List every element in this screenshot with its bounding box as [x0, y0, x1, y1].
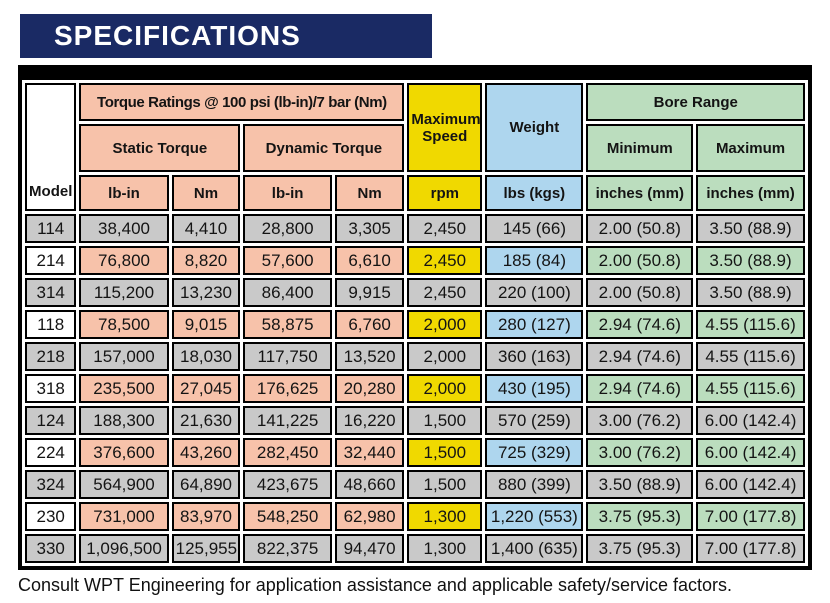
table-row [25, 502, 805, 531]
table-row [25, 278, 805, 307]
table-cell: 62,980 [335, 502, 405, 531]
table-cell: 1,096,500 [79, 534, 168, 563]
table-cell: 376,600 [79, 438, 168, 467]
table-cell: 145 (66) [485, 214, 583, 243]
table-cell: 57,600 [243, 246, 331, 275]
table-cell: 16,220 [335, 406, 405, 435]
model-cell: 314 [25, 278, 76, 307]
table-cell: 27,045 [172, 374, 241, 403]
table-cell: 43,260 [172, 438, 241, 467]
table-cell: 2.00 (50.8) [586, 246, 693, 275]
spec-table [22, 80, 808, 566]
table-cell: 3.00 (76.2) [586, 438, 693, 467]
table-cell: 725 (329) [485, 438, 583, 467]
table-cell: 2,000 [407, 342, 482, 371]
header-weight-unit: lbs (kgs) [485, 175, 583, 211]
table-cell: 282,450 [243, 438, 331, 467]
table-cell: 1,220 (553) [485, 502, 583, 531]
model-cell: 230 [25, 502, 76, 531]
page-title [20, 14, 432, 58]
table-cell: 2.00 (50.8) [586, 278, 693, 307]
table-cell: 880 (399) [485, 470, 583, 499]
table-cell: 1,500 [407, 406, 482, 435]
table-cell: 423,675 [243, 470, 331, 499]
table-row [25, 438, 805, 467]
table-cell: 4.55 (115.6) [696, 310, 805, 339]
table-cell: 176,625 [243, 374, 331, 403]
header-bore-range: Bore Range [586, 83, 805, 121]
table-cell: 3.50 (88.9) [696, 214, 805, 243]
model-cell: 118 [25, 310, 76, 339]
table-cell: 13,230 [172, 278, 241, 307]
table-cell: 6.00 (142.4) [696, 438, 805, 467]
table-row [25, 406, 805, 435]
table-cell: 548,250 [243, 502, 331, 531]
table-cell: 4.55 (115.6) [696, 342, 805, 371]
table-cell: 731,000 [79, 502, 168, 531]
spec-table-header [25, 83, 805, 211]
header-dynamic-nm: Nm [335, 175, 405, 211]
table-cell: 78,500 [79, 310, 168, 339]
table-cell: 9,915 [335, 278, 405, 307]
table-cell: 3.75 (95.3) [586, 502, 693, 531]
table-row [25, 246, 805, 275]
table-cell: 94,470 [335, 534, 405, 563]
table-row [25, 374, 805, 403]
table-cell: 3.50 (88.9) [586, 470, 693, 499]
table-cell: 2,450 [407, 278, 482, 307]
table-cell: 125,955 [172, 534, 241, 563]
table-row [25, 310, 805, 339]
header-static-lb-in: lb-in [79, 175, 168, 211]
table-cell: 117,750 [243, 342, 331, 371]
table-cell: 2,000 [407, 374, 482, 403]
table-cell: 64,890 [172, 470, 241, 499]
table-cell: 2,000 [407, 310, 482, 339]
table-cell: 141,225 [243, 406, 331, 435]
table-cell: 157,000 [79, 342, 168, 371]
table-cell: 188,300 [79, 406, 168, 435]
table-cell: 28,800 [243, 214, 331, 243]
table-cell: 3.50 (88.9) [696, 246, 805, 275]
table-cell: 570 (259) [485, 406, 583, 435]
table-cell: 115,200 [79, 278, 168, 307]
header-maximum-speed: Maximum Speed [407, 83, 482, 172]
table-cell: 1,500 [407, 470, 482, 499]
table-cell: 6,610 [335, 246, 405, 275]
spec-table-body [25, 214, 805, 563]
table-cell: 360 (163) [485, 342, 583, 371]
table-cell: 1,400 (635) [485, 534, 583, 563]
table-cell: 83,970 [172, 502, 241, 531]
table-row [25, 470, 805, 499]
table-cell: 6,760 [335, 310, 405, 339]
table-cell: 7.00 (177.8) [696, 502, 805, 531]
model-cell: 324 [25, 470, 76, 499]
header-static-nm: Nm [172, 175, 241, 211]
table-cell: 2,450 [407, 246, 482, 275]
table-cell: 280 (127) [485, 310, 583, 339]
table-cell: 6.00 (142.4) [696, 406, 805, 435]
table-row [25, 342, 805, 371]
table-cell: 3.50 (88.9) [696, 278, 805, 307]
table-cell: 18,030 [172, 342, 241, 371]
table-cell: 2.00 (50.8) [586, 214, 693, 243]
table-row [25, 214, 805, 243]
table-cell: 1,300 [407, 534, 482, 563]
table-cell: 220 (100) [485, 278, 583, 307]
header-weight: Weight [485, 83, 583, 172]
header-torque-ratings: Torque Ratings @ 100 psi (lb-in)/7 bar (Nm) [79, 83, 404, 121]
header-bore-maximum: Maximum [696, 124, 805, 172]
model-cell: 214 [25, 246, 76, 275]
model-cell: 124 [25, 406, 76, 435]
table-cell: 2.94 (74.6) [586, 342, 693, 371]
table-cell: 58,875 [243, 310, 331, 339]
table-cell: 564,900 [79, 470, 168, 499]
header-dynamic-lb-in: lb-in [243, 175, 331, 211]
table-cell: 4.55 (115.6) [696, 374, 805, 403]
table-cell: 1,500 [407, 438, 482, 467]
table-cell: 2,450 [407, 214, 482, 243]
table-cell: 430 (195) [485, 374, 583, 403]
table-cell: 13,520 [335, 342, 405, 371]
table-cell: 3.75 (95.3) [586, 534, 693, 563]
table-cell: 20,280 [335, 374, 405, 403]
table-cell: 8,820 [172, 246, 241, 275]
table-cell: 2.94 (74.6) [586, 374, 693, 403]
table-cell: 185 (84) [485, 246, 583, 275]
header-bore-min-unit: inches (mm) [586, 175, 693, 211]
header-static-torque: Static Torque [79, 124, 240, 172]
table-cell: 2.94 (74.6) [586, 310, 693, 339]
table-cell: 48,660 [335, 470, 405, 499]
header-dynamic-torque: Dynamic Torque [243, 124, 404, 172]
table-cell: 6.00 (142.4) [696, 470, 805, 499]
table-cell: 1,300 [407, 502, 482, 531]
model-cell: 114 [25, 214, 76, 243]
model-cell: 224 [25, 438, 76, 467]
header-model: Model [25, 83, 76, 211]
table-cell: 7.00 (177.8) [696, 534, 805, 563]
table-cell: 3.00 (76.2) [586, 406, 693, 435]
header-rpm-unit: rpm [407, 175, 482, 211]
table-cell: 21,630 [172, 406, 241, 435]
table-cell: 3,305 [335, 214, 405, 243]
table-cell: 32,440 [335, 438, 405, 467]
table-cell: 235,500 [79, 374, 168, 403]
table-cell: 86,400 [243, 278, 331, 307]
table-cell: 9,015 [172, 310, 241, 339]
header-bore-max-unit: inches (mm) [696, 175, 805, 211]
table-cell: 76,800 [79, 246, 168, 275]
model-cell: 330 [25, 534, 76, 563]
table-cell: 38,400 [79, 214, 168, 243]
footer-note: Consult WPT Engineering for application assistance and applicable safety/service factors. [18, 575, 733, 595]
table-cell: 822,375 [243, 534, 331, 563]
table-row [25, 534, 805, 563]
header-bore-minimum: Minimum [586, 124, 693, 172]
model-cell: 318 [25, 374, 76, 403]
page-title-label: SPECIFICATIONS [54, 20, 301, 51]
table-cell: 4,410 [172, 214, 241, 243]
model-cell: 218 [25, 342, 76, 371]
spec-table-frame [18, 65, 812, 570]
